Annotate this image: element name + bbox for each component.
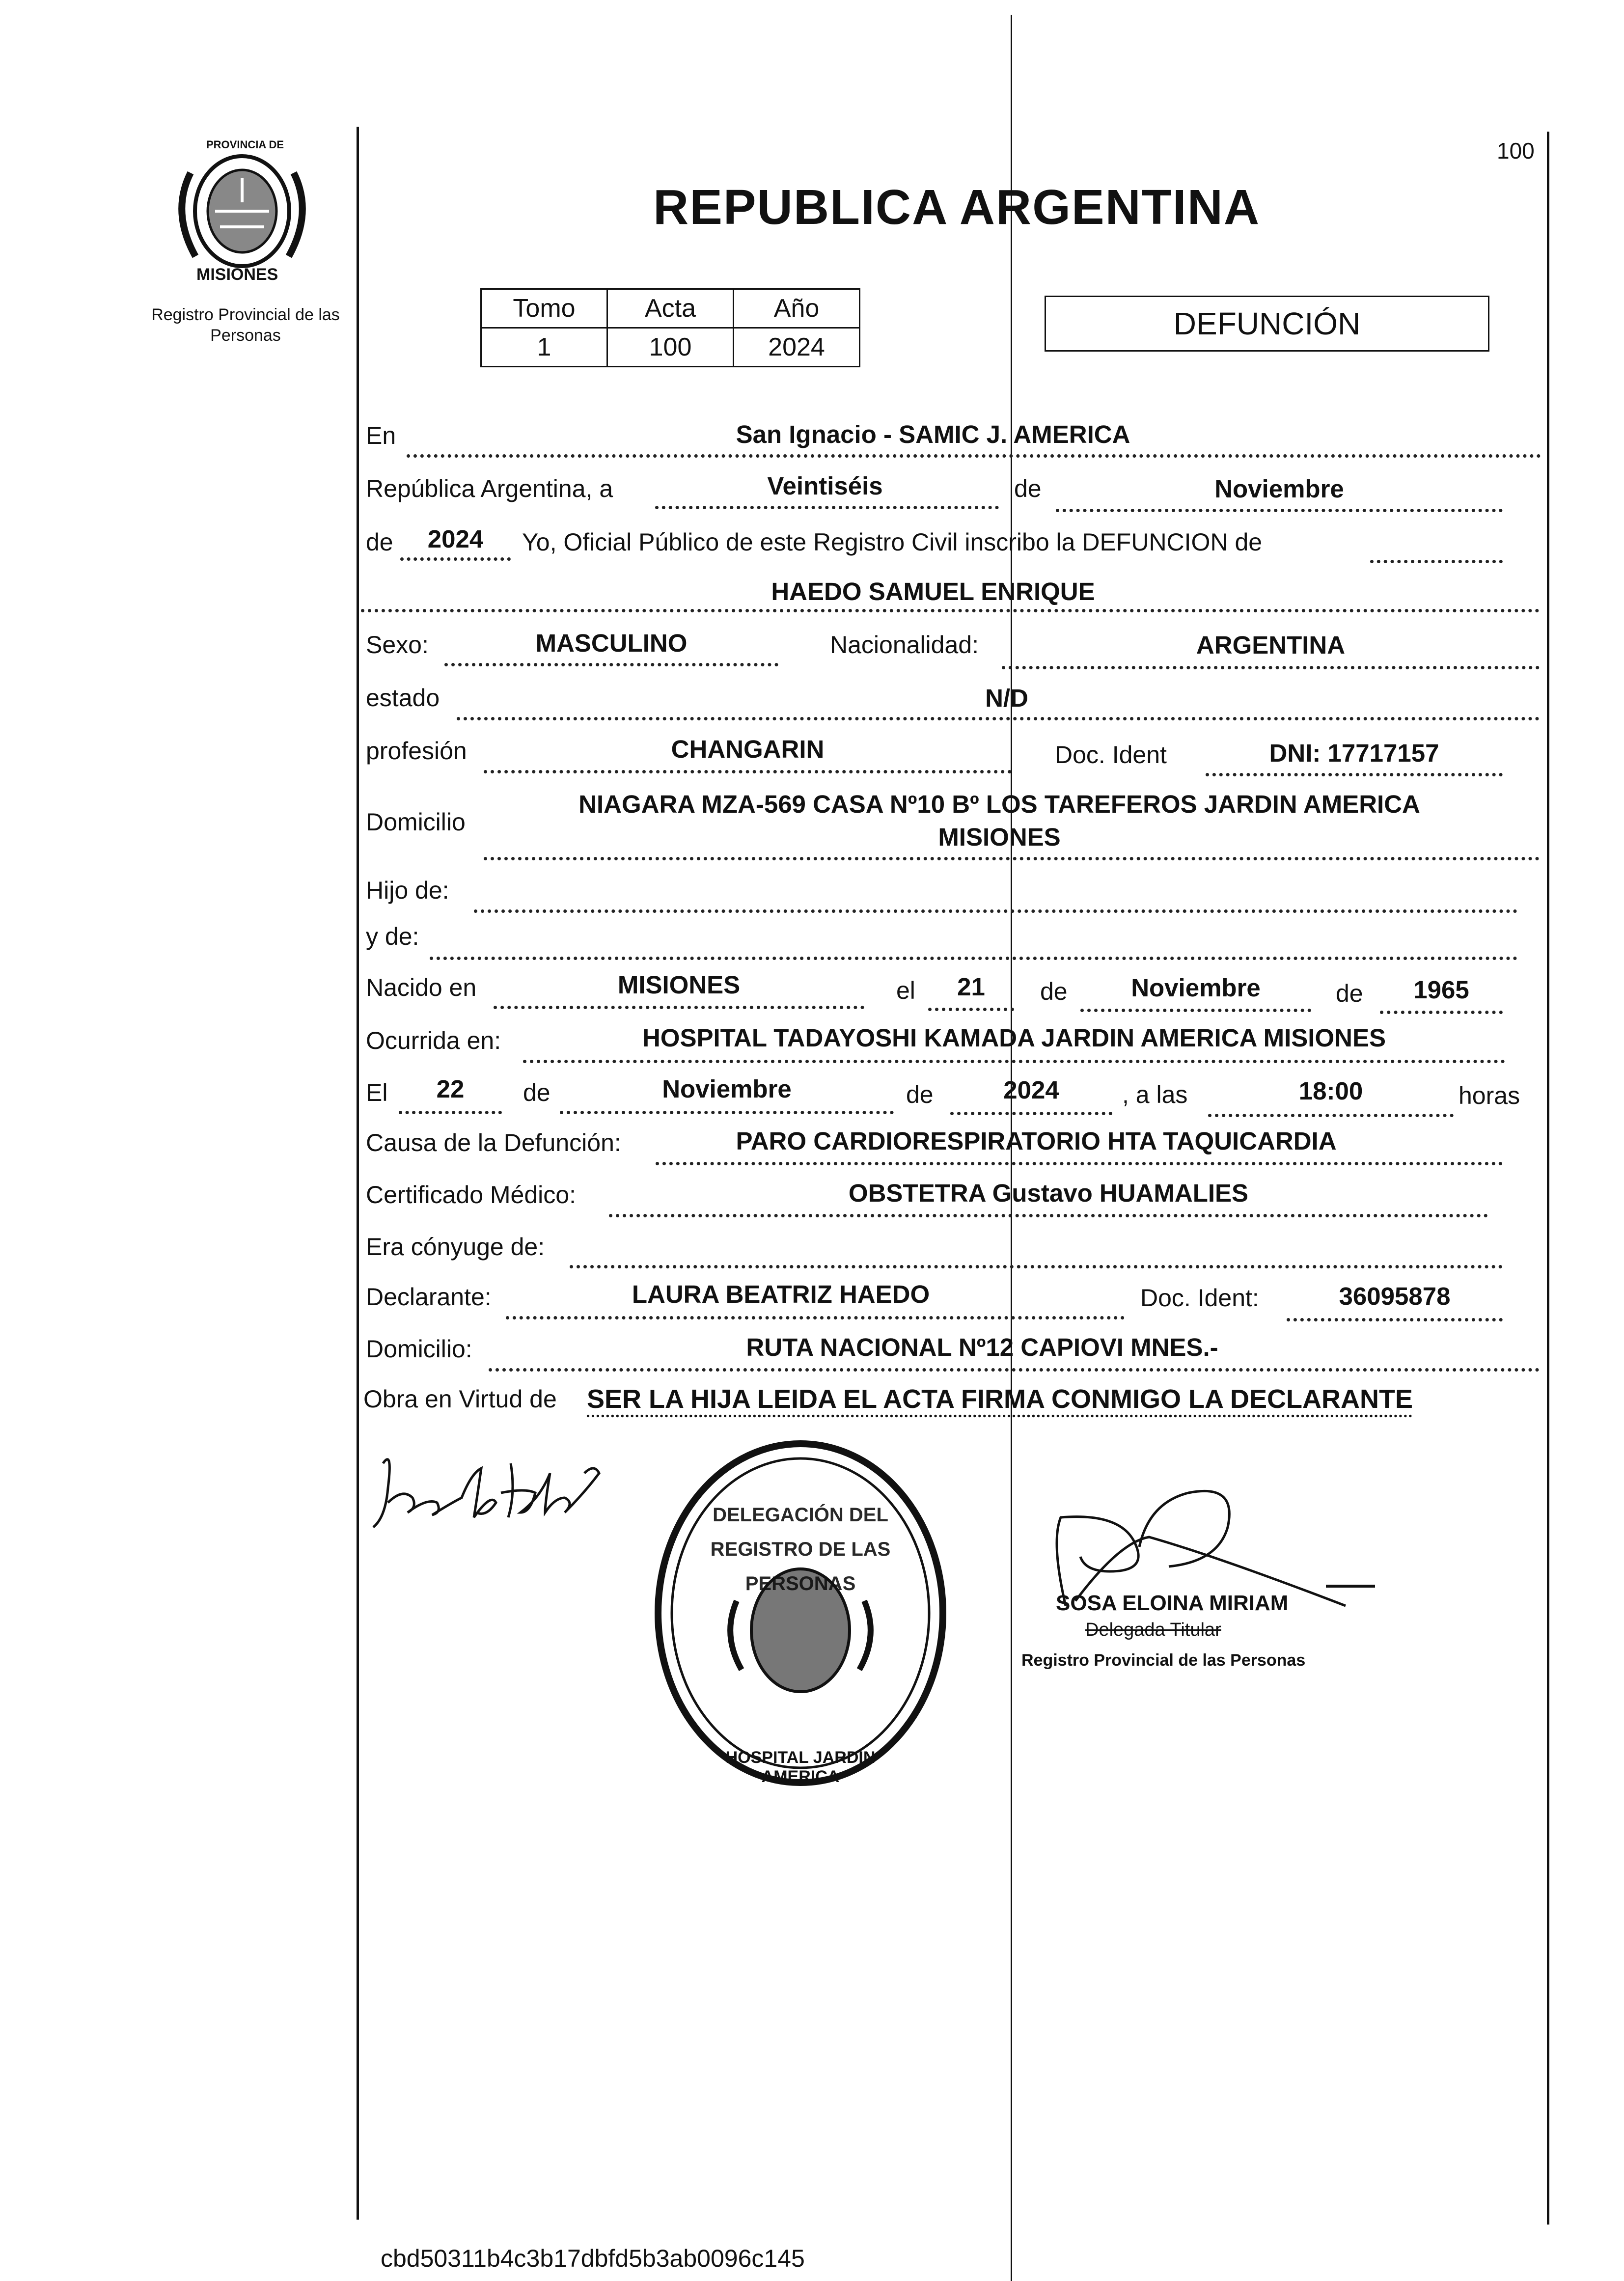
label-a-las: , a las bbox=[1122, 1081, 1188, 1108]
stamp-outer-text: DELEGACIÓN DEL REGISTRO DE LAS PERSONAS bbox=[710, 1504, 891, 1594]
dotted-line bbox=[523, 1060, 1505, 1063]
label-de: de bbox=[1014, 475, 1042, 502]
value-dia-texto: Veintiséis bbox=[767, 472, 883, 500]
label-obra: Obra en Virtud de bbox=[363, 1385, 557, 1413]
dotted-line bbox=[656, 1162, 1503, 1165]
dotted-line bbox=[400, 557, 511, 561]
dotted-line bbox=[1002, 666, 1540, 669]
value-dni: DNI: 17717157 bbox=[1269, 739, 1439, 767]
seal-bottom-text: MISIONES bbox=[196, 265, 278, 284]
dotted-line bbox=[1206, 773, 1503, 776]
dotted-line bbox=[928, 1008, 1014, 1011]
label-el: el bbox=[896, 977, 915, 1004]
dotted-line bbox=[609, 1214, 1488, 1217]
right-margin-line bbox=[1547, 132, 1549, 2225]
left-margin-line bbox=[357, 127, 359, 2220]
record-type-box: DEFUNCIÓN bbox=[1045, 296, 1489, 352]
seal-top-text: PROVINCIA DE bbox=[206, 138, 284, 151]
label-declarante: Declarante: bbox=[366, 1283, 492, 1311]
label-nacionalidad: Nacionalidad: bbox=[830, 631, 979, 659]
value-nacido-mes: Noviembre bbox=[1131, 974, 1261, 1002]
label-nacido-en: Nacido en bbox=[366, 974, 477, 1001]
label-profesion: profesión bbox=[366, 737, 467, 765]
label-causa: Causa de la Defunción: bbox=[366, 1129, 621, 1156]
value-declarante-doc: 36095878 bbox=[1339, 1282, 1451, 1310]
dotted-line bbox=[407, 454, 1541, 458]
value-domicilio-line1: NIAGARA MZA-569 CASA Nº10 Bº LOS TAREFEROS JARDIN AMERICA bbox=[578, 790, 1420, 818]
dotted-line bbox=[506, 1316, 1125, 1319]
dotted-line bbox=[444, 663, 778, 666]
dotted-line bbox=[655, 506, 999, 509]
value-causa: PARO CARDIORESPIRATORIO HTA TAQUICARDIA bbox=[736, 1127, 1337, 1155]
label-doc-ident: Doc. Ident bbox=[1055, 741, 1167, 769]
label-certificado: Certificado Médico: bbox=[366, 1181, 576, 1209]
label-domicilio: Domicilio bbox=[366, 808, 466, 836]
value-domicilio-line2: MISIONES bbox=[938, 823, 1061, 851]
label-horas: horas bbox=[1459, 1082, 1520, 1109]
table-header: Acta bbox=[607, 289, 734, 328]
label-de: de bbox=[1040, 978, 1068, 1005]
value-obra: SER LA HIJA LEIDA EL ACTA FIRMA CONMIGO LA DECLARANTE bbox=[587, 1384, 1413, 1414]
registry-stamp-icon bbox=[648, 1434, 953, 1792]
value-anio: 2024 bbox=[427, 525, 484, 553]
stamp-inner-text: HOSPITAL JARDIN AMERICA bbox=[725, 1748, 876, 1786]
declarant-signature bbox=[368, 1444, 614, 1542]
label-en: En bbox=[366, 422, 396, 449]
dotted-line bbox=[1080, 1009, 1311, 1012]
label-domicilio: Domicilio: bbox=[366, 1335, 472, 1363]
value-def-hora: 18:00 bbox=[1298, 1077, 1363, 1105]
dotted-line bbox=[1287, 1318, 1503, 1321]
dotted-line bbox=[1380, 1011, 1503, 1014]
dotted-line bbox=[484, 770, 1012, 773]
table-header: Año bbox=[734, 289, 860, 328]
dotted-line bbox=[1056, 509, 1503, 512]
dotted-line bbox=[1208, 1114, 1454, 1117]
page-number: 100 bbox=[1497, 138, 1535, 164]
dotted-line bbox=[560, 1111, 894, 1114]
dotted-line bbox=[430, 957, 1517, 960]
record-table bbox=[480, 288, 860, 367]
table-cell: 100 bbox=[607, 328, 734, 367]
official-name: SOSA ELOINA MIRIAM bbox=[1056, 1591, 1289, 1615]
value-nacido-lugar: MISIONES bbox=[617, 971, 741, 999]
value-fallecido: HAEDO SAMUEL ENRIQUE bbox=[771, 577, 1095, 605]
dotted-line bbox=[484, 857, 1540, 860]
label-de: de bbox=[1336, 980, 1363, 1007]
dotted-line bbox=[570, 1265, 1503, 1268]
value-declarante: LAURA BEATRIZ HAEDO bbox=[632, 1280, 930, 1308]
label-conyuge: Era cónyuge de: bbox=[366, 1233, 545, 1261]
dotted-line bbox=[361, 609, 1540, 612]
dotted-line bbox=[474, 909, 1517, 913]
province-seal-icon bbox=[161, 138, 323, 286]
dotted-line bbox=[950, 1112, 1112, 1115]
label-y-de: y de: bbox=[366, 923, 419, 950]
label-estado: estado bbox=[366, 684, 440, 712]
dotted-line bbox=[494, 1006, 864, 1009]
value-estado: N/D bbox=[985, 684, 1028, 712]
label-yo-oficial: Yo, Oficial Público de este Registro Civil inscribo la DEFUNCION de bbox=[522, 528, 1263, 556]
registry-name: Registro Provincial de las Personas bbox=[151, 305, 340, 345]
label-de: de bbox=[523, 1079, 551, 1106]
value-ocurrida: HOSPITAL TADAYOSHI KAMADA JARDIN AMERICA MISIONES bbox=[642, 1024, 1386, 1052]
value-nacido-dia: 21 bbox=[957, 973, 985, 1001]
dotted-line bbox=[1370, 560, 1503, 563]
label-de: de bbox=[366, 528, 393, 556]
value-sexo: MASCULINO bbox=[535, 629, 688, 657]
document-hash: cbd50311b4c3b17dbfd5b3ab0096c145 bbox=[381, 2245, 805, 2272]
label-republica: República Argentina, a bbox=[366, 475, 613, 502]
page-title: REPUBLICA ARGENTINA bbox=[653, 180, 1261, 235]
label-el: El bbox=[366, 1079, 388, 1106]
table-cell: 2024 bbox=[734, 328, 860, 367]
value-declarante-domicilio: RUTA NACIONAL Nº12 CAPIOVI MNES.- bbox=[746, 1333, 1218, 1361]
value-nacido-anio: 1965 bbox=[1413, 976, 1469, 1004]
value-def-mes: Noviembre bbox=[662, 1075, 792, 1103]
dotted-line bbox=[489, 1368, 1540, 1372]
value-profesion: CHANGARIN bbox=[671, 735, 825, 763]
value-def-dia: 22 bbox=[436, 1075, 465, 1103]
table-header: Tomo bbox=[481, 289, 607, 328]
official-role: Delegada Titular bbox=[1085, 1620, 1221, 1640]
value-certificado: OBSTETRA Gustavo HUAMALIES bbox=[848, 1179, 1249, 1207]
label-ocurrida-en: Ocurrida en: bbox=[366, 1027, 501, 1054]
value-def-anio: 2024 bbox=[1003, 1076, 1059, 1104]
dotted-line bbox=[457, 717, 1540, 720]
label-doc-ident: Doc. Ident: bbox=[1140, 1284, 1259, 1312]
table-cell: 1 bbox=[481, 328, 607, 367]
dotted-line bbox=[399, 1111, 502, 1114]
label-sexo: Sexo: bbox=[366, 631, 429, 659]
value-mes: Noviembre bbox=[1214, 475, 1344, 503]
value-nacionalidad: ARGENTINA bbox=[1196, 631, 1346, 659]
label-hijo-de: Hijo de: bbox=[366, 877, 449, 904]
official-registry: Registro Provincial de las Personas bbox=[1021, 1651, 1306, 1670]
label-de: de bbox=[906, 1081, 934, 1108]
value-lugar: San Ignacio - SAMIC J. AMERICA bbox=[736, 420, 1130, 448]
